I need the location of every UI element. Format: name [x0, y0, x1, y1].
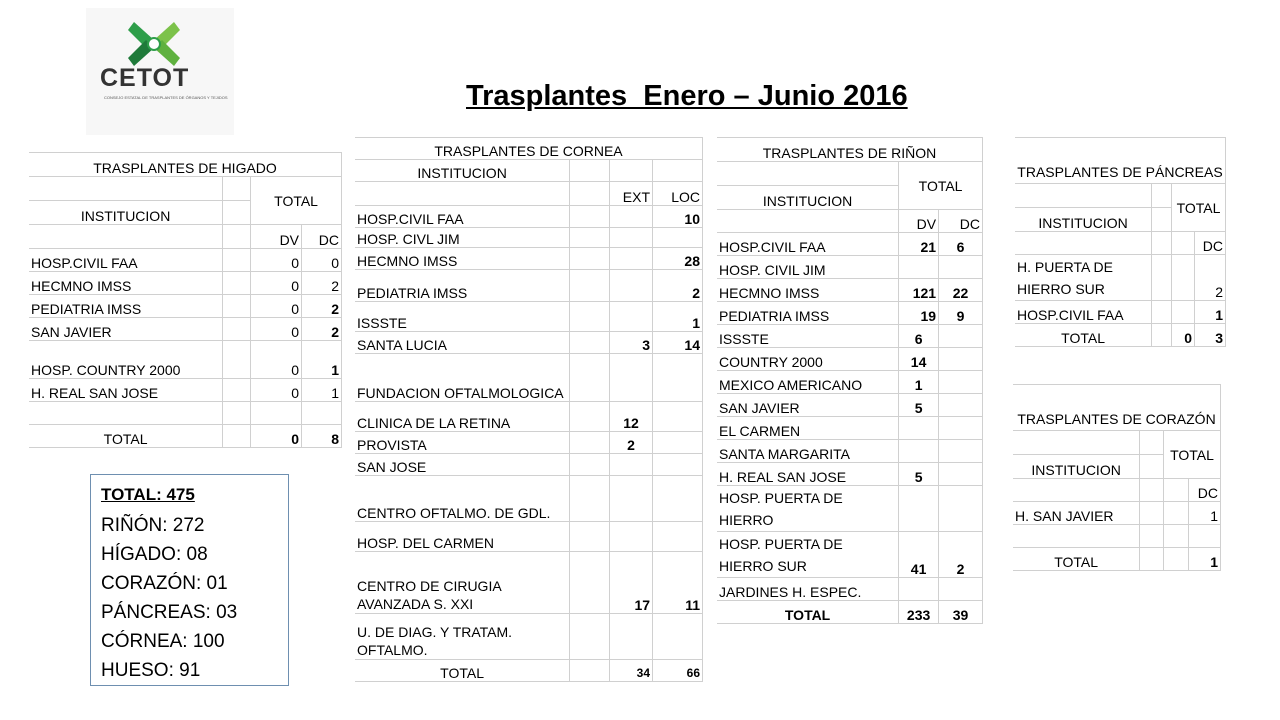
cornea-ext	[610, 206, 653, 228]
rinon-inst: HOSP. PUERTA DE HIERRO SUR	[717, 532, 899, 578]
table-row	[717, 371, 983, 394]
rinon-dc	[939, 371, 983, 394]
cornea-loc	[653, 522, 703, 552]
rinon-total-header: TOTAL	[899, 162, 983, 210]
cornea-inst: HOSP.CIVIL FAA	[355, 206, 570, 228]
rinon-inst: HOSP.CIVIL FAA	[717, 233, 899, 256]
cornea-loc	[653, 402, 703, 432]
cornea-inst: HOSP. CIVL JIM	[355, 228, 570, 248]
rinon-dv-header: DV	[899, 210, 939, 233]
higado-dv-header: DV	[251, 225, 302, 249]
cornea-ext	[610, 476, 653, 522]
summary-line: HÍGADO: 08	[101, 544, 208, 565]
cornea-inst: ISSSTE	[355, 302, 570, 332]
pancreas-dc-header: DC	[1195, 232, 1226, 255]
higado-dv: 0	[251, 341, 302, 379]
rinon-total-dc: 39	[939, 601, 983, 624]
cornea-inst: SAN JOSE	[355, 454, 570, 476]
table-row	[1013, 548, 1221, 571]
higado-inst: H. REAL SAN JOSE	[29, 379, 223, 402]
cornea-table	[355, 137, 703, 682]
rinon-dc	[939, 463, 983, 486]
table-row	[29, 425, 342, 448]
cornea-ext: 17	[610, 552, 653, 614]
cornea-inst: FUNDACION OFTALMOLOGICA	[355, 354, 570, 402]
higado-table	[29, 152, 342, 448]
corazon-caption: TRASPLANTES DE CORAZÓN	[1013, 385, 1221, 431]
cornea-ext	[610, 614, 653, 660]
rinon-dc	[939, 417, 983, 440]
cornea-ext	[610, 454, 653, 476]
pancreas-total-a: 0	[1172, 324, 1195, 347]
pancreas-dc: 1	[1195, 301, 1226, 324]
cornea-loc	[653, 228, 703, 248]
rinon-dv	[899, 440, 939, 463]
table-row	[717, 440, 983, 463]
table-row	[355, 432, 703, 454]
corazon-total-label: TOTAL	[1013, 548, 1140, 571]
pancreas-total-label: TOTAL	[1015, 324, 1152, 347]
higado-dc: 2	[302, 272, 342, 295]
higado-institucion-header: INSTITUCION	[29, 201, 223, 225]
table-row	[717, 256, 983, 279]
table-row	[355, 354, 703, 402]
summary-box	[90, 474, 289, 686]
higado-inst: HECMNO IMSS	[29, 272, 223, 295]
table-row	[1015, 324, 1226, 347]
table-row	[355, 206, 703, 228]
table-row	[717, 532, 983, 578]
summary-line: PÁNCREAS: 03	[101, 602, 238, 623]
higado-dv: 0	[251, 379, 302, 402]
cornea-ext: 3	[610, 332, 653, 354]
table-row	[355, 248, 703, 270]
rinon-table	[717, 137, 983, 624]
cornea-caption: TRASPLANTES DE CORNEA	[355, 138, 703, 160]
rinon-inst: COUNTRY 2000	[717, 348, 899, 371]
rinon-dc	[939, 440, 983, 463]
table-row	[1015, 301, 1226, 324]
higado-dv: 0	[251, 318, 302, 341]
higado-dc: 1	[302, 379, 342, 402]
logo-name: CETOT	[100, 64, 190, 92]
cornea-loc: 2	[653, 270, 703, 302]
higado-dv: 0	[251, 272, 302, 295]
corazon-inst: H. SAN JAVIER	[1013, 502, 1140, 525]
pancreas-inst: H. PUERTA DE HIERRO SUR	[1015, 255, 1152, 301]
table-row	[355, 302, 703, 332]
cornea-total-loc: 66	[653, 660, 703, 682]
rinon-dc: 6	[939, 233, 983, 256]
rinon-inst: MEXICO AMERICANO	[717, 371, 899, 394]
rinon-dv	[899, 486, 939, 532]
table-row	[29, 272, 342, 295]
summary-line: HUESO: 91	[101, 660, 201, 681]
cornea-loc: 1	[653, 302, 703, 332]
pancreas-inst: HOSP.CIVIL FAA	[1015, 301, 1152, 324]
higado-inst: HOSP. COUNTRY 2000	[29, 341, 223, 379]
summary-total: TOTAL: 475	[101, 485, 195, 504]
higado-dc: 2	[302, 295, 342, 318]
rinon-institucion-header: INSTITUCION	[717, 186, 899, 210]
table-row	[355, 332, 703, 354]
cornea-loc: 10	[653, 206, 703, 228]
table-row	[355, 660, 703, 682]
cornea-loc	[653, 614, 703, 660]
rinon-dc: 9	[939, 302, 983, 325]
cornea-loc	[653, 432, 703, 454]
rinon-dc	[939, 348, 983, 371]
rinon-inst: SAN JAVIER	[717, 394, 899, 417]
table-row	[717, 279, 983, 302]
rinon-dv	[899, 256, 939, 279]
cornea-total-label: TOTAL	[355, 660, 570, 682]
table-row	[717, 417, 983, 440]
higado-total-dv: 0	[251, 425, 302, 448]
table-row	[717, 486, 983, 532]
rinon-inst: EL CARMEN	[717, 417, 899, 440]
table-row	[355, 270, 703, 302]
pancreas-institucion-header: INSTITUCION	[1015, 208, 1152, 232]
table-row	[717, 578, 983, 601]
cornea-inst: SANTA LUCIA	[355, 332, 570, 354]
rinon-dv: 6	[899, 325, 939, 348]
corazon-total-header: TOTAL	[1164, 431, 1221, 479]
table-row	[1015, 255, 1226, 301]
cornea-loc	[653, 476, 703, 522]
higado-inst: PEDIATRIA IMSS	[29, 295, 223, 318]
rinon-total-dv: 233	[899, 601, 939, 624]
pancreas-table	[1015, 137, 1226, 347]
logo-subtitle: CONSEJO ESTATAL DE TRASPLANTES DE ÓRGANOS Y TEJIDOS	[104, 95, 228, 100]
cornea-ext-header: EXT	[610, 182, 653, 206]
rinon-dc: 22	[939, 279, 983, 302]
pancreas-a	[1172, 255, 1195, 301]
higado-dv: 0	[251, 295, 302, 318]
cornea-inst: HECMNO IMSS	[355, 248, 570, 270]
higado-dc-header: DC	[302, 225, 342, 249]
rinon-inst: ISSSTE	[717, 325, 899, 348]
cornea-loc: 14	[653, 332, 703, 354]
cornea-institucion-header: INSTITUCION	[355, 160, 570, 182]
table-row	[355, 402, 703, 432]
cornea-loc: 28	[653, 248, 703, 270]
rinon-inst: JARDINES H. ESPEC.	[717, 578, 899, 601]
table-row	[717, 601, 983, 624]
table-row	[717, 233, 983, 256]
rinon-dc: 2	[939, 532, 983, 578]
table-row	[717, 463, 983, 486]
rinon-dv	[899, 578, 939, 601]
cornea-inst: CENTRO DE CIRUGIA AVANZADA S. XXI	[355, 552, 570, 614]
summary-line: CORAZÓN: 01	[101, 573, 228, 594]
higado-dc: 1	[302, 341, 342, 379]
corazon-dc-header: DC	[1188, 479, 1220, 502]
rinon-total-label: TOTAL	[717, 601, 899, 624]
higado-caption: TRASPLANTES DE HIGADO	[29, 153, 342, 177]
rinon-inst: HOSP. PUERTA DE HIERRO	[717, 486, 899, 532]
higado-dc: 2	[302, 318, 342, 341]
table-row	[29, 295, 342, 318]
cornea-inst: U. DE DIAG. Y TRATAM. OFTALMO.	[355, 614, 570, 660]
pancreas-total-header: TOTAL	[1172, 184, 1226, 232]
higado-inst: SAN JAVIER	[29, 318, 223, 341]
table-row	[717, 325, 983, 348]
table-row	[717, 348, 983, 371]
summary-line: CÓRNEA: 100	[101, 631, 225, 652]
table-row	[29, 249, 342, 272]
cornea-ext	[610, 248, 653, 270]
rinon-inst: HECMNO IMSS	[717, 279, 899, 302]
rinon-caption: TRASPLANTES DE RIÑON	[717, 138, 983, 162]
rinon-dc	[939, 394, 983, 417]
corazon-institucion-header: INSTITUCION	[1013, 455, 1140, 479]
cornea-ext	[610, 354, 653, 402]
table-row	[29, 379, 342, 402]
rinon-dc	[939, 578, 983, 601]
cornea-loc	[653, 454, 703, 476]
cornea-loc-header: LOC	[653, 182, 703, 206]
rinon-dc	[939, 325, 983, 348]
rinon-inst: SANTA MARGARITA	[717, 440, 899, 463]
rinon-dv: 14	[899, 348, 939, 371]
cornea-ext: 12	[610, 402, 653, 432]
rinon-dv: 21	[899, 233, 939, 256]
cornea-loc: 11	[653, 552, 703, 614]
rinon-dv: 1	[899, 371, 939, 394]
cornea-ext	[610, 228, 653, 248]
pancreas-a	[1172, 301, 1195, 324]
table-row	[355, 522, 703, 552]
cornea-inst: CLINICA DE LA RETINA	[355, 402, 570, 432]
table-row	[355, 228, 703, 248]
higado-inst: HOSP.CIVIL FAA	[29, 249, 223, 272]
higado-dv: 0	[251, 249, 302, 272]
summary-line: RIÑÓN: 272	[101, 515, 205, 536]
pancreas-total-dc: 3	[1195, 324, 1226, 347]
rinon-dv: 5	[899, 394, 939, 417]
rinon-dc	[939, 256, 983, 279]
table-row	[717, 302, 983, 325]
rinon-inst: H. REAL SAN JOSE	[717, 463, 899, 486]
rinon-inst: HOSP. CIVIL JIM	[717, 256, 899, 279]
rinon-dv: 19	[899, 302, 939, 325]
higado-total-dc: 8	[302, 425, 342, 448]
table-row	[717, 394, 983, 417]
rinon-dc-header: DC	[939, 210, 983, 233]
cornea-inst: PROVISTA	[355, 432, 570, 454]
table-row	[355, 454, 703, 476]
corazon-dc: 1	[1188, 502, 1220, 525]
table-row	[29, 341, 342, 379]
pancreas-caption: TRASPLANTES DE PÁNCREAS	[1015, 138, 1226, 184]
cornea-total-ext: 34	[610, 660, 653, 682]
higado-total-header: TOTAL	[251, 177, 342, 225]
table-row	[29, 318, 342, 341]
cornea-loc	[653, 354, 703, 402]
cornea-ext	[610, 302, 653, 332]
corazon-total-dc: 1	[1188, 548, 1220, 571]
table-row	[355, 476, 703, 522]
rinon-dv: 5	[899, 463, 939, 486]
table-row	[1013, 502, 1221, 525]
rinon-dv	[899, 417, 939, 440]
cornea-inst: CENTRO OFTALMO. DE GDL.	[355, 476, 570, 522]
page-title: Trasplantes Enero – Junio 2016	[466, 80, 908, 112]
rinon-dc	[939, 486, 983, 532]
cornea-ext	[610, 270, 653, 302]
corazon-table	[1013, 384, 1221, 571]
cornea-ext: 2	[610, 432, 653, 454]
rinon-dv: 121	[899, 279, 939, 302]
table-row	[355, 614, 703, 660]
cornea-inst: PEDIATRIA IMSS	[355, 270, 570, 302]
cornea-ext	[610, 522, 653, 552]
higado-dc: 0	[302, 249, 342, 272]
higado-total-label: TOTAL	[29, 425, 223, 448]
rinon-dv: 41	[899, 532, 939, 578]
pancreas-dc: 2	[1195, 255, 1226, 301]
cornea-inst: HOSP. DEL CARMEN	[355, 522, 570, 552]
table-row	[355, 552, 703, 614]
rinon-inst: PEDIATRIA IMSS	[717, 302, 899, 325]
